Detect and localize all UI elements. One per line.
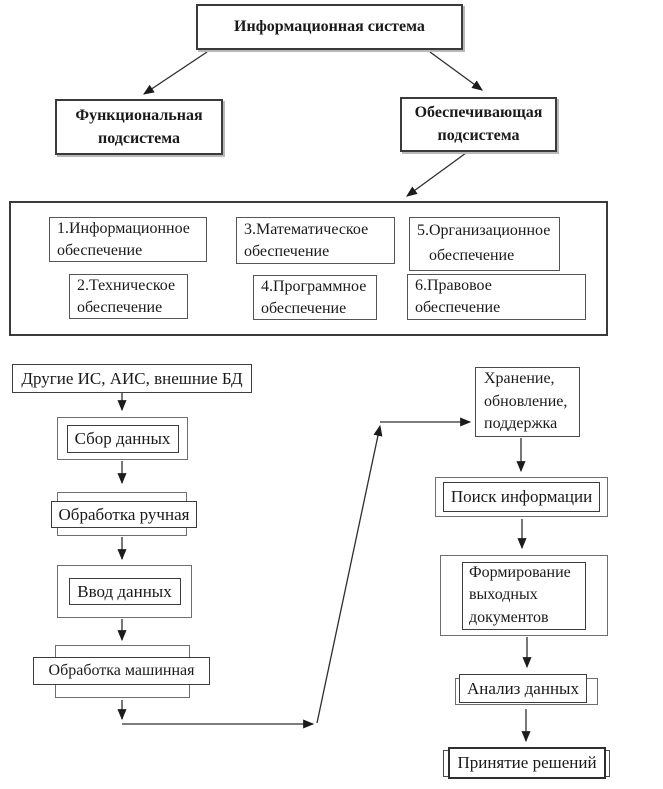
node-information-system — [196, 4, 463, 50]
node-storage — [475, 367, 580, 437]
node-providing-subsystem — [400, 97, 557, 152]
information-search-label: Поиск информации — [450, 487, 593, 506]
subsystem-6-line2: обеспечение — [415, 299, 501, 316]
node-mathematical-support — [236, 217, 395, 264]
data-entry-inner — [69, 578, 181, 605]
subsystem-3-line1: 3.Математическое — [244, 220, 369, 238]
node-legal-support — [407, 274, 586, 320]
node-organizational-support — [409, 217, 560, 271]
output-docs-line1: Формирование — [469, 563, 571, 581]
node-manual-processing — [51, 501, 197, 528]
node-data-collection — [57, 417, 188, 460]
subsystem-5-line2: обеспечение — [429, 247, 515, 264]
node-technical-support — [69, 274, 188, 319]
node-data-entry — [57, 565, 192, 618]
storage-line1: Хранение, — [484, 370, 555, 388]
subsystem-4-line1: 4.Программное — [261, 277, 367, 295]
node-data-analysis — [459, 674, 587, 703]
arrow-root-to-functional — [144, 52, 207, 94]
subsystem-4-line2: обеспечение — [261, 299, 347, 317]
data-collection-inner — [67, 425, 179, 453]
subsystem-3-line2: обеспечение — [244, 242, 330, 260]
manual-processing-label: Обработка ручная — [58, 504, 190, 524]
machine-processing-label: Обработка машинная — [48, 662, 195, 679]
subsystem-1-line2: обеспечение — [57, 241, 143, 259]
subsystem-6-line1: 6.Правовое — [415, 277, 492, 295]
providing-line2: подсистема — [437, 126, 520, 144]
functional-line2: подсистема — [97, 129, 181, 147]
node-external-sources — [12, 364, 252, 393]
functional-line1: Функциональная — [75, 106, 203, 124]
arrow-root-to-providing — [430, 52, 482, 90]
output-documents-inner — [462, 562, 586, 630]
subsystem-2-line2: обеспечение — [77, 298, 163, 316]
output-docs-line3: документов — [469, 608, 549, 626]
data-analysis-label: Анализ данных — [467, 678, 579, 698]
subsystem-5-line1: 5.Организационное — [417, 222, 551, 240]
arrow-diagonal-up — [317, 426, 380, 723]
output-docs-line2: выходных — [469, 586, 538, 604]
subsystem-2-line1: 2.Техническое — [77, 276, 176, 294]
node-functional-subsystem — [55, 99, 223, 155]
storage-line2: обновление, — [484, 392, 568, 410]
data-entry-label: Ввод данных — [77, 581, 172, 601]
node-information-support — [49, 217, 207, 262]
storage-line3: поддержка — [484, 415, 558, 433]
node-output-documents — [440, 555, 608, 636]
node-information-search — [435, 477, 608, 517]
external-sources-label: Другие ИС, АИС, внешние БД — [21, 368, 243, 388]
node-machine-processing — [33, 657, 210, 685]
providing-line1: Обеспечивающая — [414, 104, 543, 122]
node-information-system-label: Информационная система — [234, 18, 425, 35]
decision-making-label: Принятие решений — [457, 753, 597, 772]
data-collection-label: Сбор данных — [74, 428, 171, 448]
information-search-inner — [443, 482, 600, 512]
node-decision-making — [448, 747, 606, 779]
subsystem-1-line1: 1.Информационное — [57, 219, 190, 237]
node-software-support — [253, 275, 377, 320]
arrow-providing-to-subsystems — [407, 153, 466, 196]
